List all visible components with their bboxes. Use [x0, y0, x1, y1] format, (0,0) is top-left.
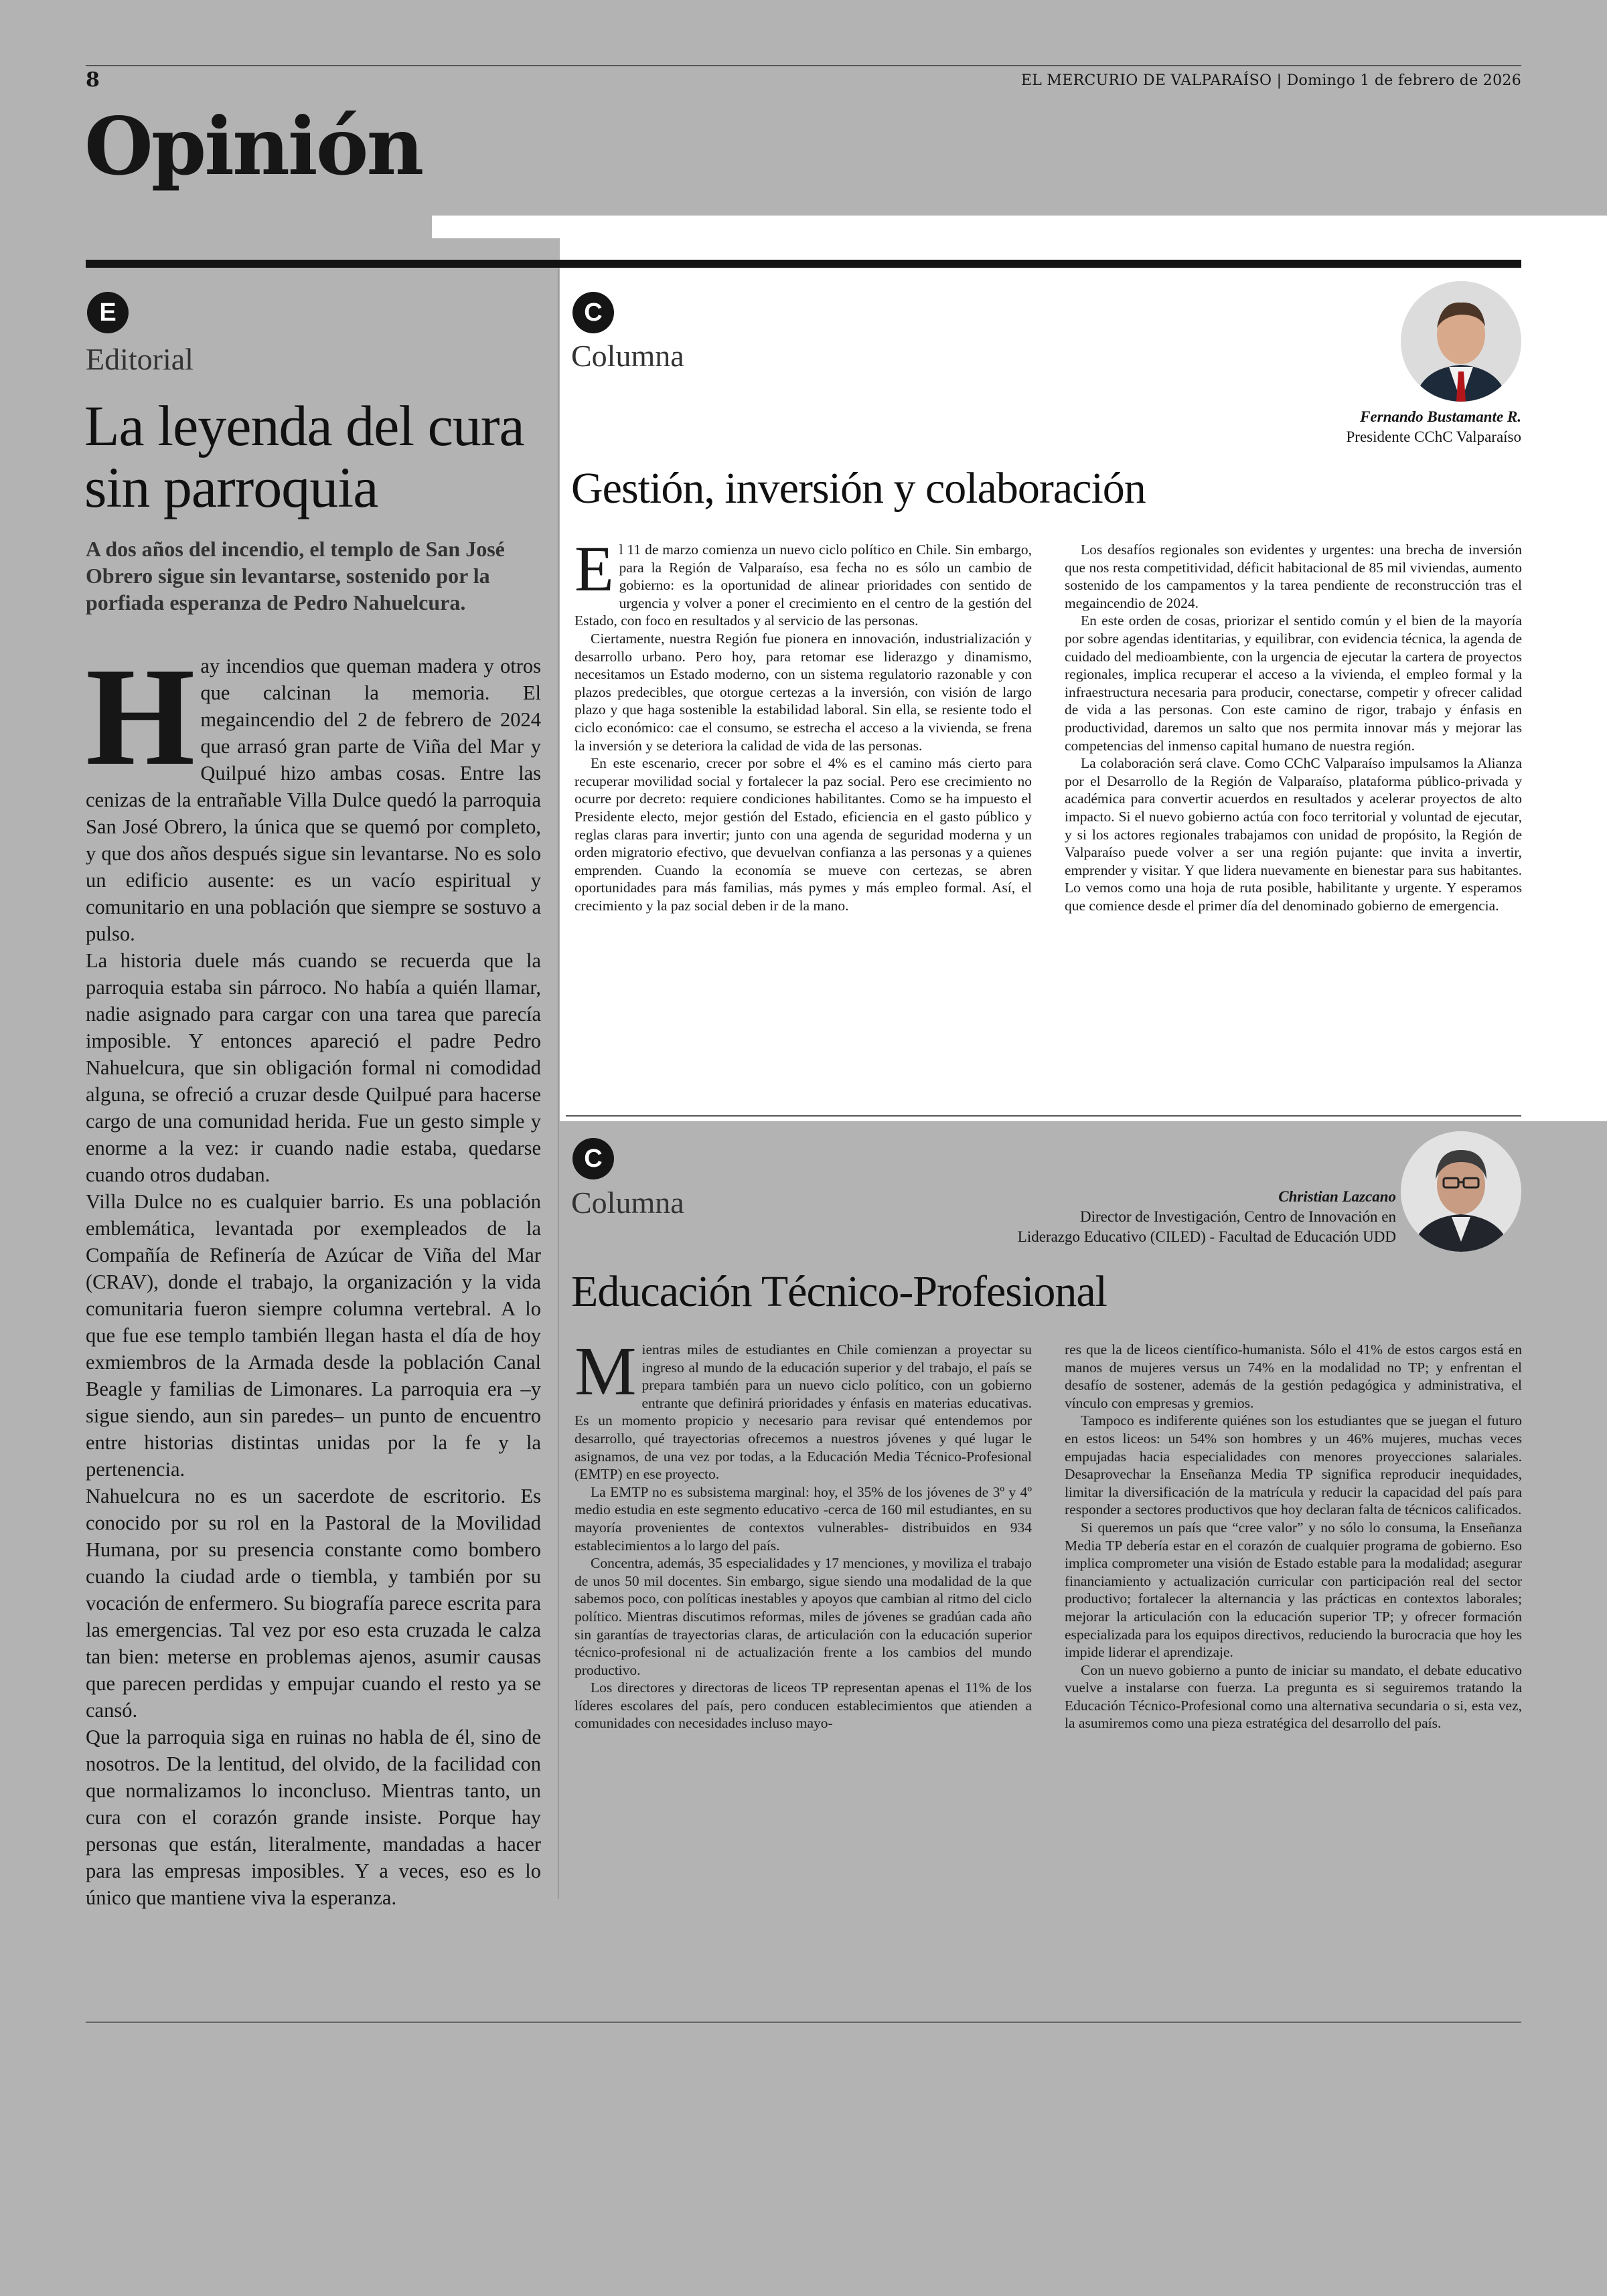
- editorial-paragraph: La historia duele más cuando se recuerda que la parroquia estaba sin párroco. No había a quién llamar, nadie asignado para cargar con una tarea que parecía imposible. Y entonces apareció el padre Pedro Nahuelcura, que sin obligación formal ni comodidad alguna, se ofreció a cruzar desde Quilpué para hacerse cargo de una comunidad herida. Fue un gesto simple y enorme a la vez: ir cuando nadie estaba, quedarse cuando otros dudaban.: [86, 949, 541, 1186]
- column2-paragraph: res que la de liceos científico-humanista. Sólo el 41% de estos cargos está en manos de mujeres versus un 74% en la modalidad no TP; y enfrentan el desafío de sostener, además de la gestión pedagógica y administrativa, el vínculo con empresas y gremios.: [1065, 1341, 1522, 1411]
- column2-paragraph: Si queremos un país que “cree valor” y no sólo lo consuma, la Enseñanza Media TP debería estar en el corazón de cualquier programa de gobierno. Eso implica comprometer una visión de Estado estable para la modalidad; asegurar financiamiento y actualización curricular con participación real del sector productivo; fortalecer la alternancia y las prácticas en contextos laborales; mejorar la articulación con la educación superior TP; y ofrecer formación especializada para los equipos directivos, reduciendo la burocracia que hoy les impide liderar el aprendizaje.: [1065, 1519, 1522, 1661]
- page-number: 8: [86, 68, 100, 92]
- column2-author-role: Liderazgo Educativo (CILED) - Facultad de Educación UDD: [1017, 1228, 1396, 1245]
- column1-dropcap: E: [575, 533, 614, 604]
- column2-paragraph: Con un nuevo gobierno a punto de iniciar su mandato, el debate educativo vuelve a instalarse con fuerza. La pregunta es si seguiremos tratando la Educación Técnico-Profesional como una alternativa secundaria o si, esta vez, la asumiremos como una pieza estratégica del desarrollo del país.: [1065, 1661, 1522, 1732]
- column2-dropcap: M: [575, 1333, 637, 1410]
- editorial-dropcap: H: [86, 639, 196, 795]
- column2-headline: Educación Técnico-Profesional: [571, 1267, 1107, 1316]
- editorial-kicker: Editorial: [86, 342, 194, 376]
- column2-col-a: [575, 1333, 1032, 1732]
- editorial-headline: La leyenda del cura sin parroquia: [84, 394, 524, 519]
- column2-author-name: Christian Lazcano: [1278, 1188, 1396, 1205]
- white-strip-background: [432, 216, 1607, 238]
- editorial-paragraph: Nahuelcura no es un sacerdote de escritorio. Es conocido por su rol en la Pastoral de la Movilidad Humana, por su presencia constante como bombero cuando la ciudad arde o tiembla, y también por su vocación de enfermero. Su biografía parece escrita para las emergencias. Tal vez por eso esta cruzada le calza tan bien: meterse en problemas ajenos, asumir causas que parecen perdidas y empujar cuando el resto ya se cansó.: [86, 1485, 541, 1722]
- column1-badge: C: [572, 292, 614, 333]
- editorial-paragraph: Que la parroquia siga en ruinas no habla de él, sino de nosotros. De la lentitud, del olvido, de la facilidad con que normalizamos lo inconcluso. Mientras tanto, un cura con el corazón grande insiste. Porque hay personas que están, literalmente, mandadas a hacer para las empresas imposibles. Y a veces, eso es lo único que mantiene viva la esperanza.: [86, 1726, 541, 1909]
- column2-author-role: Director de Investigación, Centro de Innovación en: [1080, 1208, 1396, 1225]
- column1-paragraph: En este orden de cosas, priorizar el sentido común y el bien de la mayoría por sobre agendas identitarias, y equilibrar, con evidencia técnica, la agenda de cuidado del medioambiente, con la urgencia de ejecutar la cartera de proyectos regionales, implica recuperar el acceso a la vivienda, el empleo formal y la infraestructura necesaria para producir, conectarse, competir y ofrecer calidad de vida a las personas. Con este camino de rigor, trabajo y énfasis en productividad, daremos un salto que nos permita innovar más y mejorar las competencias del inmenso capital humano de nuestra región.: [1065, 612, 1522, 754]
- section-rule: [86, 260, 1521, 268]
- column2-paragraph: ientras miles de estudiantes en Chile comienzan a proyectar su ingreso al mundo de la educación superior y del trabajo, el país se prepara también para un nuevo ciclo político, con un gobierno entrante que definirá prioridades y énfasis en materias educativas. Es un momento propicio y necesario para revisar qué entendemos por desarrollo, qué trayectorias ofrecemos a nuestros jóvenes y qué lugar le asignamos, de una vez por todas, a la Educación Media Técnico-Profesional (EMTP) en ese proyecto.: [575, 1341, 1032, 1483]
- masthead: EL MERCURIO DE VALPARAÍSO | Domingo 1 de febrero de 2026: [1020, 72, 1521, 89]
- column1-paragraph: Los desafíos regionales son evidentes y urgentes: una brecha de inversión que nos resta competitividad, déficit habitacional de 85 mil viviendas, aumento sostenido de los campamentos y la tarea pendiente de reconstrucción tras el megaincendio de 2024.: [1065, 542, 1522, 611]
- column1-byline: [1347, 407, 1522, 447]
- top-rule: [86, 65, 1521, 66]
- column-separator-rule: [566, 1115, 1521, 1117]
- column1-author-name: Fernando Bustamante R.: [1360, 408, 1521, 425]
- column2-badge: C: [572, 1138, 614, 1179]
- editorial-paragraph: Villa Dulce no es cualquier barrio. Es una población emblemática, levantada por exempleados de la Compañía de Refinería de Azúcar de Viña del Mar (CRAV), donde el trabajo, la organización y la vida comunitaria fueron siempre columna vertebral. A lo que fue ese templo también llegan hasta el día de hoy exmiembros de la Armada desde la población Canal Beagle y familias de Limonares. La parroquia era –y sigue siendo, aun sin paredes– un punto de encuentro entre historias distintas unidas por la fe y la pertenencia.: [86, 1190, 541, 1481]
- editorial-badge: E: [87, 292, 129, 333]
- column2-paragraph: La EMTP no es subsistema marginal: hoy, el 35% de los jóvenes de 3º y 4º medio estudia en este segmento educativo -cerca de 160 mil estudiantes, en su mayoría provenientes de contextos vulnerables- distribuidos en 934 establecimientos a lo largo del país.: [575, 1483, 1032, 1554]
- column1-paragraph: Ciertamente, nuestra Región fue pionera en innovación, industrialización y desarrollo urbano. Pero hoy, para retomar ese liderazgo y dinamismo, necesitamos un Estado moderno, con un sistema regulatorio razonable y con plazos predecibles, que otorgue certezas a la inversión, con visión de largo plazo y que haga sostenible la estabilidad laboral. Sin ella, se resiente todo el ciclo económico: cae el consumo, se estrecha el acceso a la vivienda, se frena la inversión y se deteriora la calidad de vida de las personas.: [575, 630, 1032, 754]
- column1-col-a: [575, 533, 1032, 914]
- column1-paragraph: l 11 de marzo comienza un nuevo ciclo político en Chile. Sin embargo, para la Región de Valparaíso, esa fecha no es sólo un cambio de gobierno: es la oportunidad de alinear prioridades con sentido de urgencia y volver a poner el crecimiento en el centro de la gestión del Estado, con foco en resultados y al servicio de las personas.: [575, 542, 1032, 629]
- column1-paragraph: La colaboración será clave. Como CChC Valparaíso impulsamos la Alianza por el Desarrollo de la Región de Valparaíso, plataforma público-privada y académica para convertir acuerdos en resultados y acelerar proyectos de alto impacto. Si el nuevo gobierno actúa con foco territorial y voluntad de ejecutar, y si los actores regionales trabajamos con unidad de propósito, la Región de Valparaíso puede volver a ser una región pujante: que invita a invertir, emprender y visitar. Y que lidera nuevamente en bienestar para sus habitantes. Lo vemos como una hoja de ruta posible, habilitante y urgente. Y esperamos que comience desde el primer día del denominado gobierno de emergencia.: [1065, 755, 1522, 914]
- editorial-paragraph: ay incendios que queman madera y otros que calcinan la memoria. El megaincendio del 2 de febrero de 2024 que arrasó gran parte de Viña del Mar y Quilpué hizo ambas cosas. Entre las cenizas de la entrañable Villa Dulce quedó la parroquia San José Obrero, la única que se quemó por completo, y que dos años después sigue sin levantarse. No es solo un edificio ausente: es un vacío espiritual y comunitario en una población que siempre se sostuvo a pulso.: [86, 655, 541, 945]
- column2-col-b: [1065, 1341, 1522, 1732]
- column1-author-role: Presidente CChC Valparaíso: [1346, 428, 1521, 445]
- editorial-dek: A dos años del incendio, el templo de San José Obrero sigue sin levantarse, sostenido por la porfiada esperanza de Pedro Nahuelcura.: [86, 537, 505, 614]
- column2-paragraph: Los directores y directoras de liceos TP representan apenas el 11% de los líderes escolares del país, pero conducen establecimientos que atienden a comunidades con necesidades incluso mayo-: [575, 1679, 1032, 1732]
- column2-paragraph: Concentra, además, 35 especialidades y 17 menciones, y moviliza el trabajo de unos 50 mil docentes. Sin embargo, sigue siendo una modalidad de la que sabemos poco, con políticas inestables y apoyos que cambian al ritmo del ciclo político. Mientras discutimos reformas, miles de jóvenes se gradúan cada año sin garantías de trayectorias claras, de articulación con la educación superior técnico-profesional ni de actualización frente a los cambios del mundo productivo.: [575, 1555, 1032, 1678]
- column1-author-photo: [1401, 281, 1521, 402]
- column2-byline: [1018, 1187, 1396, 1247]
- column1-paragraph: En este escenario, crecer por sobre el 4% es el camino más cierto para recuperar movilidad social y fortalecer la paz social. Pero ese crecimiento no ocurre por decreto: requiere condiciones habilitantes. Como se ha impuesto el Presidente electo, mejor gestión del Estado, eficiencia en el gasto público y reglas claras para invertir; junto con una agenda de seguridad moderna y un orden migratorio efectivo, que devuelvan confianza a las personas y a quienes emprenden. Cuando la economía se mueve con certezas, se abren oportunidades para más familias, más pymes y más empleo formal. Así, el crecimiento y la paz social deben ir de la mano.: [575, 755, 1032, 914]
- column1-headline: Gestión, inversión y colaboración: [571, 464, 1146, 513]
- column2-kicker: Columna: [571, 1185, 684, 1220]
- column2-author-photo: [1401, 1131, 1521, 1252]
- editorial-body: [86, 639, 541, 1911]
- section-title: Opinión: [84, 100, 423, 193]
- bottom-rule: [86, 2022, 1521, 2023]
- column1-kicker: Columna: [571, 339, 684, 373]
- column2-paragraph: Tampoco es indiferente quiénes son los estudiantes que se juegan el futuro en estos liceos: un 54% son hombres y un 46% mujeres, muchas veces empujadas hacia especialidades con menores proyecciones salariales. Desaprovechar la Enseñanza Media TP significa reproducir inequidades, limitar la diversificación de la matrícula y reducir la capacidad del país para responder a sectores productivos que hoy declaran falta de técnicos calificados.: [1065, 1412, 1522, 1518]
- column1-col-b: [1065, 541, 1522, 914]
